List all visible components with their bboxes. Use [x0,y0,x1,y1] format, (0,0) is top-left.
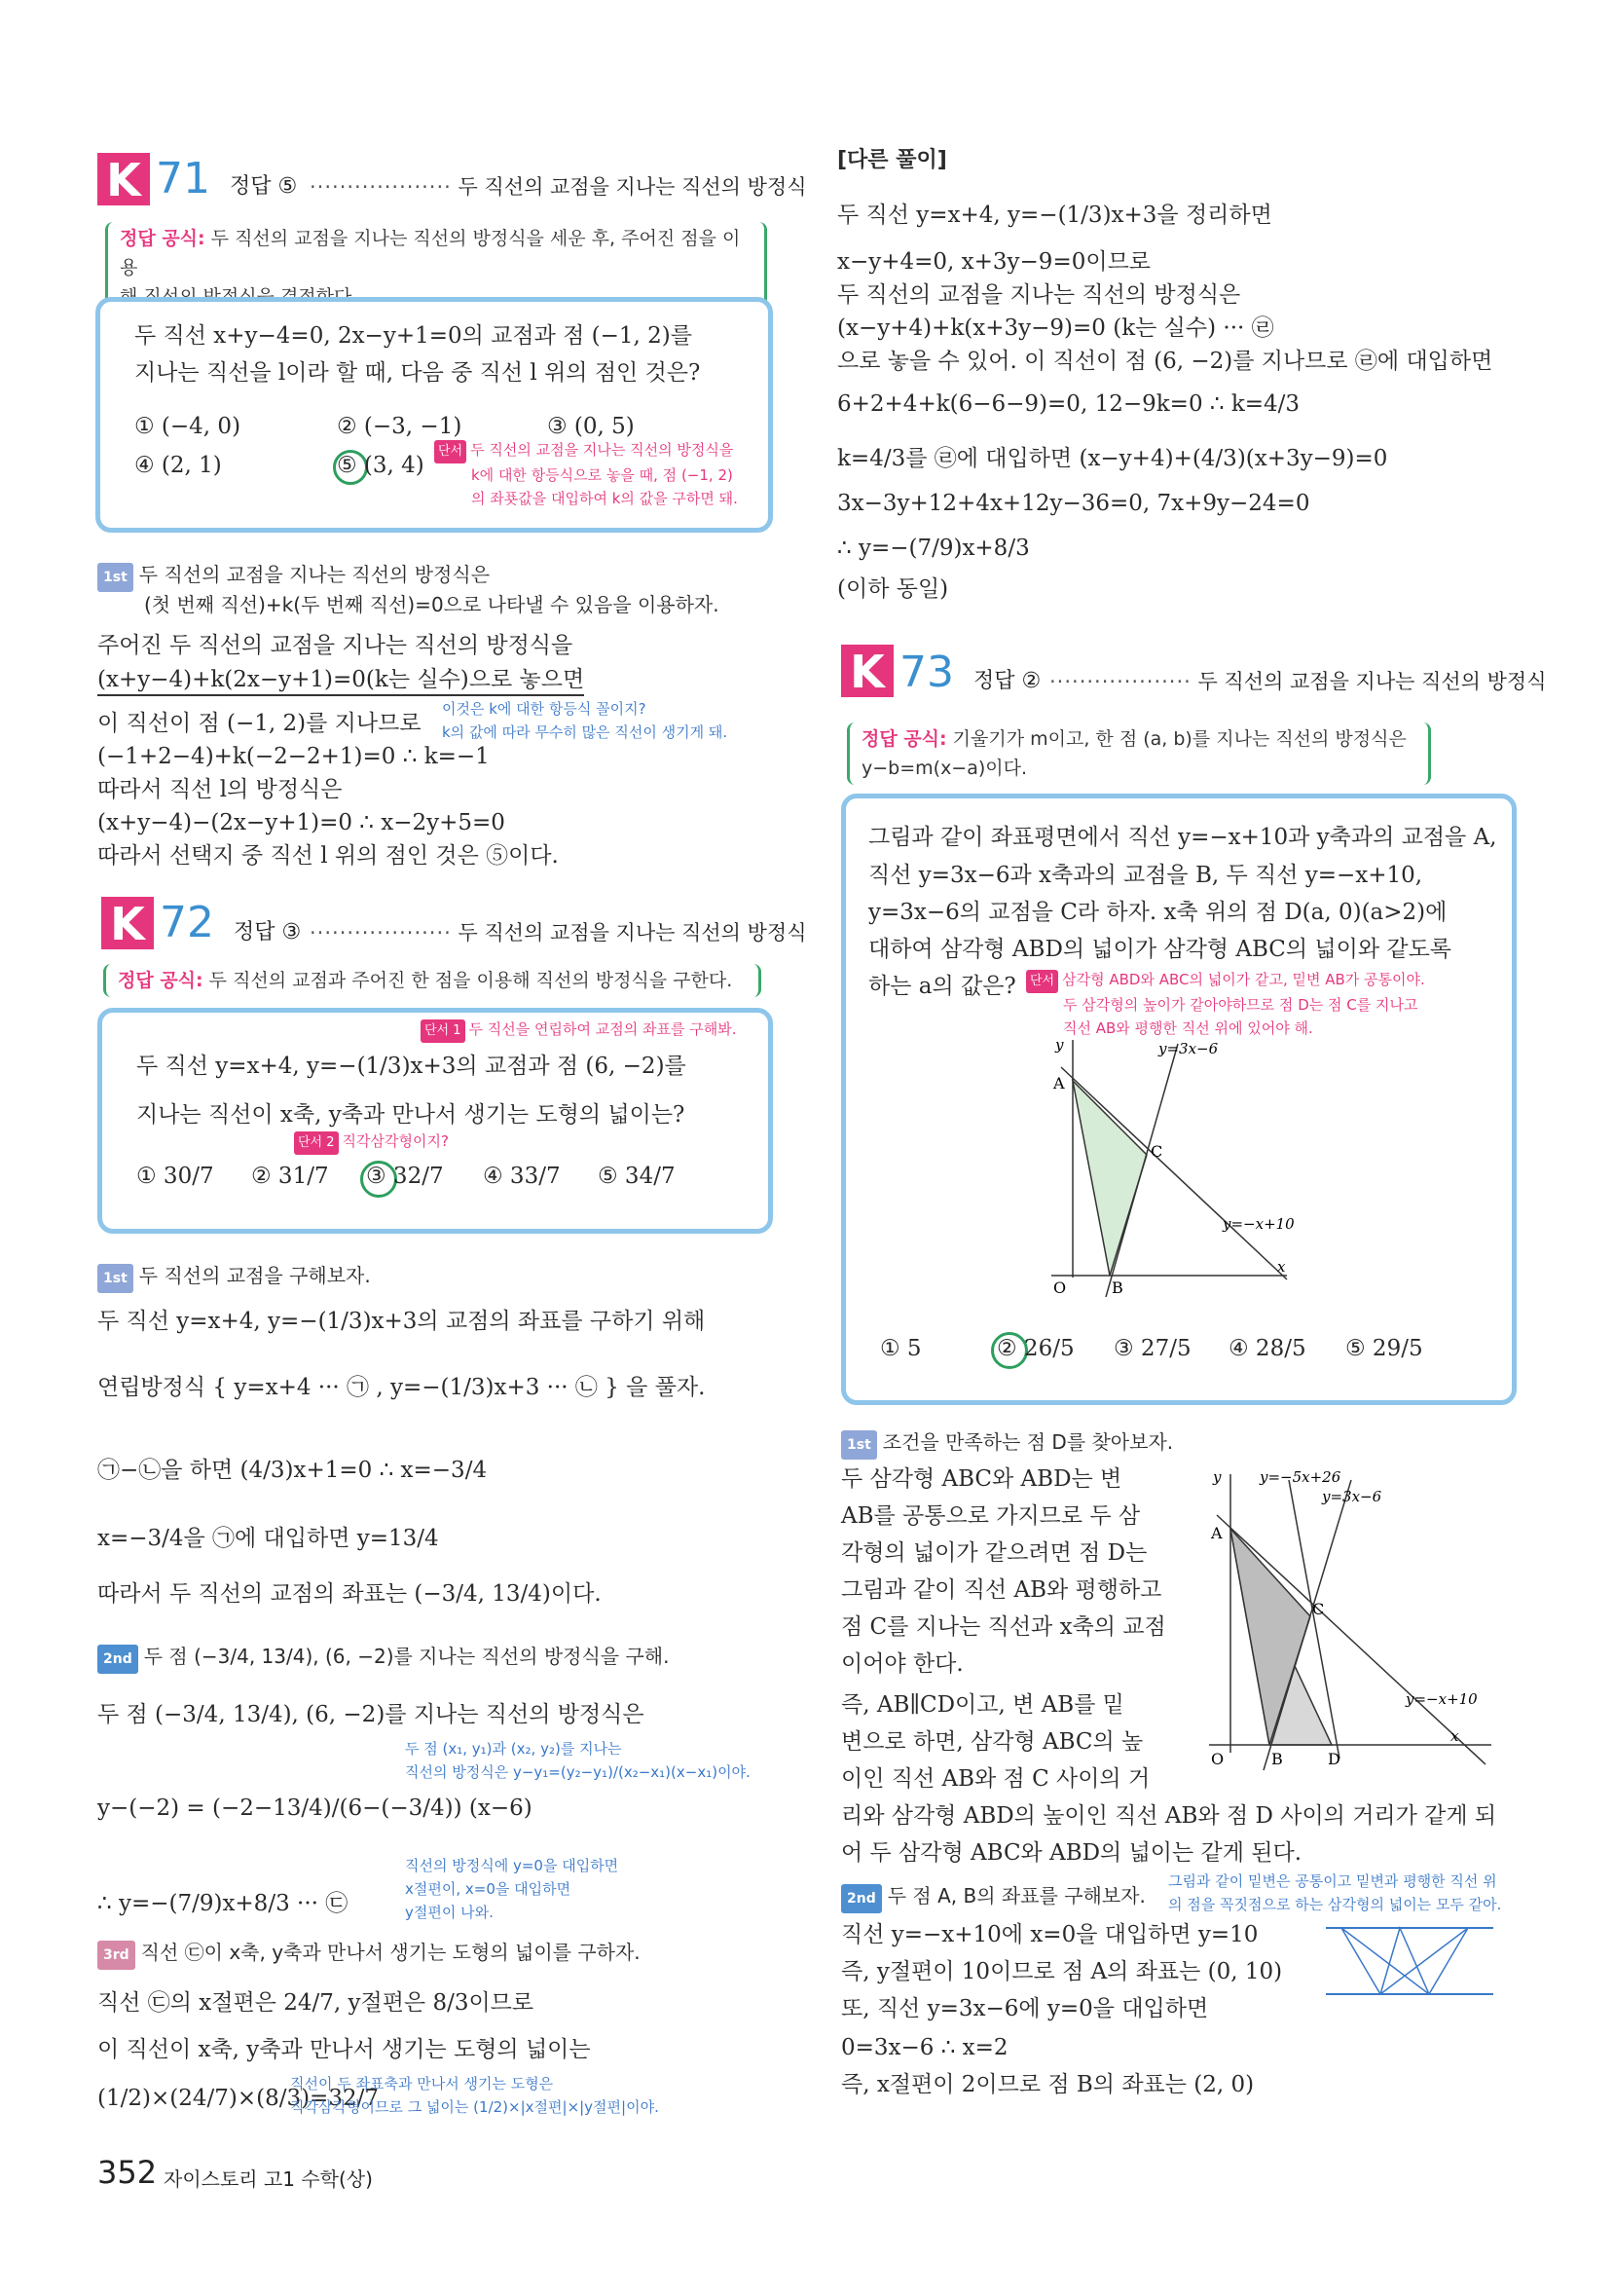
hint1-k72: 단서 1 두 직선을 연립하여 교점의 좌표를 구해봐. [421,1018,736,1043]
alt-line8: 3x−3y+12+4x+12y−36=0, 7x+9y−24=0 [837,491,1310,516]
question-line1-k72: 두 직선 y=x+4, y=−(1/3)x+3의 교점과 점 (6, −2)를 [136,1054,686,1079]
problem-number-k71: 71 [156,154,210,204]
sol-d9-k73: 이인 직선 AB와 점 C 사이의 거 [841,1766,1151,1792]
choice-4-k72[interactable]: ④ 33/7 [483,1164,561,1189]
question-line4-k73: 대하여 삼각형 ABD의 넓이가 삼각형 ABC의 넓이와 같도록 [868,937,1452,962]
sol-d11-k73: 어 두 삼각형 ABC와 ABD의 넓이는 같게 된다. [841,1840,1302,1866]
alt-title: [다른 풀이] [837,148,947,172]
step1-k73: 1st 조건을 만족하는 점 D를 찾아보자. [841,1427,1173,1460]
sol-d8-k73: 변으로 하면, 삼각형 ABC의 높 [841,1729,1144,1755]
choice-5-k73[interactable]: ⑤ 29/5 [1345,1336,1423,1361]
choice-1-k73[interactable]: ① 5 [880,1336,922,1361]
sol-d6-k73: 이어야 한다. [841,1651,964,1677]
question-line1-k71: 두 직선 x+y−4=0, 2x−y+1=0의 교점과 점 (−1, 2)를 [134,323,692,349]
problem-number-k73: 73 [899,648,954,697]
sol-line7-k71: 따라서 선택지 중 직선 l 위의 점인 것은 ⑤이다. [97,843,559,869]
formula-k71: 정답 공식: 두 직선의 교점을 지나는 직선의 방정식을 세운 후, 주어진 점을 이용 [105,222,767,314]
sol-d5-k73: 점 C를 지나는 직선과 x축의 교점 [841,1614,1166,1640]
answer-k71: 정답 ⑤ [230,174,298,199]
label-O: O [1053,1278,1067,1297]
question-line2-k72: 지나는 직선이 x축, y축과 만나서 생기는 도형의 넓이는? [136,1102,685,1128]
sol-e2-k73: 즉, y절편이 10이므로 점 A의 좌표는 (0, 10) [841,1959,1283,1984]
label-line2: y=3x−6 [1322,1488,1382,1505]
choice-3-k73[interactable]: ③ 27/5 [1114,1336,1192,1361]
choice-2-k73[interactable]: ② 26/5 [997,1336,1075,1361]
alt-line6: 6+2+4+k(6−6−9)=0, 12−9k=0 ∴ k=4/3 [837,391,1301,417]
label-O: O [1211,1750,1225,1768]
note-b-k72: 두 점 (x₁, y₁)과 (x₂, y₂)를 지나는 직선의 방정식은 y−y₁=(y₂−y₁)/(x₂−x₁)(x−x₁)이야. [405,1740,751,1781]
topic-k73: ··················· 두 직선의 교점을 지나는 직선의 방정식 [1049,670,1547,693]
label-x: x [1277,1258,1286,1276]
step2-k72: 2nd 두 점 (−3/4, 13/4), (6, −2)를 지나는 직선의 방정식을 구해. [97,1642,669,1674]
sol-a4-k72: x=−3/4을 ㉠에 대입하면 y=13/4 [97,1526,439,1551]
choice-3-k71[interactable]: ③ (0, 5) [547,414,635,439]
question-line1-k73: 그림과 같이 좌표평면에서 직선 y=−x+10과 y축과의 교점을 A, [868,825,1497,850]
sol-d1-k73: 두 삼각형 ABC와 ABD는 변 [841,1466,1122,1492]
alt-line9: ∴ y=−(7/9)x+8/3 [837,536,1030,561]
label-A: A [1211,1524,1223,1542]
question-line5-k73: 하는 a의 값은? [868,974,1016,999]
choice-1-k72[interactable]: ① 30/7 [136,1164,214,1189]
sol-d2-k73: AB를 공통으로 가지므로 두 삼 [841,1503,1141,1529]
question-line2-k71: 지나는 직선을 l이라 할 때, 다음 중 직선 l 위의 점인 것은? [134,360,701,386]
choice-2-k72[interactable]: ② 31/7 [251,1164,329,1189]
step1b-k71: (첫 번째 직선)+k(두 번째 직선)=0으로 나타낼 수 있음을 이용하자. [144,593,719,616]
sol-e1-k73: 직선 y=−x+10에 x=0을 대입하면 y=10 [841,1922,1259,1947]
problem-badge-k71: K [97,153,150,205]
choice-2-k71[interactable]: ② (−3, −1) [337,414,462,439]
choice-1-k71[interactable]: ① (−4, 0) [134,414,241,439]
sol-a1-k72: 두 직선 y=x+4, y=−(1/3)x+3의 교점의 좌표를 구하기 위해 [97,1309,706,1334]
formula-k72: 정답 공식: 두 직선의 교점과 주어진 한 점을 이용해 직선의 방정식을 구한다. [103,964,761,997]
sol-a3-k72: ㉠−㉡을 하면 (4/3)x+1=0 ∴ x=−3/4 [97,1458,488,1483]
question-line3-k73: y=3x−6의 교점을 C라 하자. x축 위의 점 D(a, 0)(a>2)에 [868,900,1448,925]
sol-d3-k73: 각형의 넓이가 같으려면 점 D는 [841,1540,1148,1566]
topic-k71: ··················· 두 직선의 교점을 지나는 직선의 방정식 [310,175,807,199]
sol-e4-k73: 0=3x−6 ∴ x=2 [841,2035,1009,2060]
sol-b3-k72: ∴ y=−(7/9)x+8/3 ··· ㉢ [97,1891,348,1916]
sol-c3-k72: (1/2)×(24/7)×(8/3)=32/7 [97,2086,379,2111]
sol-b2-k72: y−(−2) = (−2−13/4)/(6−(−3/4)) (x−6) [97,1796,532,1821]
triangle-abc [1073,1081,1147,1276]
sol-c1-k72: 직선 ㉢의 x절편은 24/7, y절편은 8/3이므로 [97,1990,534,2016]
problem-badge-k73: K [841,645,894,697]
note-b2-k72: 직선의 방정식에 y=0을 대입하면 x절편이, x=0을 대입하면 y절편이 나와. [405,1857,619,1921]
sol-line1-k71: 주어진 두 직선의 교점을 지나는 직선의 방정식을 [97,633,573,658]
alt-line1: 두 직선 y=x+4, y=−(1/3)x+3을 정리하면 [837,203,1272,228]
label-C: C [1151,1142,1163,1161]
step2-k73: 2nd 두 점 A, B의 좌표를 구해보자. [841,1881,1146,1913]
page-number: 352 [97,2154,158,2191]
note-k73: 그림과 같이 밑변은 공통이고 밑변과 평행한 직선 위 의 점을 꼭짓점으로 하는 삼각형의 넓이는 모두 같아. [1168,1872,1502,1913]
parallel-triangles-figure [1322,1922,1497,2000]
alt-line10: (이하 동일) [837,576,949,602]
label-x: x [1450,1727,1459,1745]
alt-line4: (x−y+4)+k(x+3y−9)=0 (k는 실수) ··· ㉣ [837,315,1274,341]
alt-line3: 두 직선의 교점을 지나는 직선의 방정식은 [837,282,1241,308]
choice-4-k71[interactable]: ④ (2, 1) [134,453,222,478]
note-k71: 이것은 k에 대한 항등식 꼴이지? k의 값에 따라 무수히 많은 직선이 생기게 돼. [442,700,728,741]
label-line3: y=−x+10 [1406,1690,1478,1708]
question-line2-k73: 직선 y=3x−6과 x축과의 교점을 B, 두 직선 y=−x+10, [868,863,1423,888]
sol-d4-k73: 그림과 같이 직선 AB와 평행하고 [841,1577,1162,1603]
label-line2: y=−x+10 [1223,1215,1295,1233]
sol-a2-k72: 연립방정식 { y=x+4 ··· ㉠ , y=−(1/3)x+3 ··· ㉡ } 을 풀자. [97,1375,706,1400]
choice-3-k72[interactable]: ③ 32/7 [366,1164,444,1189]
answer-k73: 정답 ② [973,669,1042,693]
label-line1: y=−5x+26 [1260,1468,1341,1486]
alt-line2: x−y+4=0, x+3y−9=0이므로 [837,249,1152,275]
choice-5-k71[interactable]: ⑤ (3, 4) [337,453,424,478]
sol-e5-k73: 즉, x절편이 2이므로 점 B의 좌표는 (2, 0) [841,2072,1255,2097]
step1-k72: 1st 두 직선의 교점을 구해보자. [97,1261,371,1293]
sol-c2-k72: 이 직선이 x축, y축과 만나서 생기는 도형의 넓이는 [97,2037,591,2062]
sol-a5-k72: 따라서 두 직선의 교점의 좌표는 (−3/4, 13/4)이다. [97,1581,602,1607]
choice-5-k72[interactable]: ⑤ 34/7 [598,1164,676,1189]
hint-k73: 단서 삼각형 ABD와 ABC의 넓이가 같고, 밑변 AB가 공통이야. 두 삼각형의 높이가 같아야하므로 점 D는 점 C를 지나고 직선 AB와 평행한 직선 위에 있어야 해. [1026,968,1425,1040]
note-c-k72: 직선이 두 좌표축과 만나서 생기는 도형은 직각삼각형이므로 그 넓이는 (1/2)×|x절편|×|y절편|이야. [290,2075,659,2116]
sol-line6-k71: (x+y−4)−(2x−y+1)=0 ∴ x−2y+5=0 [97,810,505,835]
graph-k73-question [1032,1034,1314,1297]
sol-e3-k73: 또, 직선 y=3x−6에 y=0을 대입하면 [841,1996,1209,2021]
step3-k72: 3rd 직선 ㉢이 x축, y축과 만나서 생기는 도형의 넓이를 구하자. [97,1938,641,1970]
step1-k71: 1st 두 직선의 교점을 지나는 직선의 방정식은 [97,560,490,592]
hint-k71: 단서 두 직선의 교점을 지나는 직선의 방정식을 k에 대한 항등식으로 놓을 때, 점 (−1, 2) 의 좌푯값을 대입하여 k의 값을 구하면 돼. [434,438,738,510]
formula-k73: 정답 공식: 기울기가 m이고, 한 점 (a, b)를 지나는 직선의 방정식은 y−b=m(x−a)이다. [847,722,1431,785]
hint2-k72: 단서 2 직각삼각형이지? [294,1129,449,1155]
label-C: C [1312,1600,1325,1618]
choice-4-k73[interactable]: ④ 28/5 [1229,1336,1306,1361]
graph-k73-solution [1193,1461,1515,1772]
topic-k72: ··················· 두 직선의 교점을 지나는 직선의 방정식 [310,921,807,944]
sol-line4-k71: (−1+2−4)+k(−2−2+1)=0 ∴ k=−1 [97,744,490,769]
book-title: 자이스토리 고1 수학(상) [164,2167,373,2191]
label-A: A [1053,1074,1065,1092]
problem-badge-k72: K [101,897,154,949]
label-y: y [1213,1468,1222,1486]
sol-d10-k73: 리와 삼각형 ABD의 높이인 직선 AB와 점 D 사이의 거리가 같게 되 [841,1803,1497,1829]
sol-b1-k72: 두 점 (−3/4, 13/4), (6, −2)를 지나는 직선의 방정식은 [97,1702,644,1727]
alt-line7: k=4/3를 ㉣에 대입하면 (x−y+4)+(4/3)(x+3y−9)=0 [837,446,1388,471]
answer-k72: 정답 ③ [234,920,302,944]
label-line1: y=3x−6 [1158,1040,1219,1057]
label-D: D [1328,1750,1340,1768]
sol-line3-k71: 이 직선이 점 (−1, 2)를 지나므로 [97,711,422,736]
sol-d7-k73: 즉, AB∥CD이고, 변 AB를 밑 [841,1692,1124,1718]
sol-line5-k71: 따라서 직선 l의 방정식은 [97,777,343,802]
sol-line2-k71: (x+y−4)+k(2x−y+1)=0(k는 실수)으로 놓으면 [97,665,584,696]
problem-number-k72: 72 [160,898,214,947]
label-B: B [1271,1750,1283,1768]
label-B: B [1112,1278,1123,1297]
alt-line5: 으로 놓을 수 있어. 이 직선이 점 (6, −2)를 지나므로 ㉣에 대입하면 [837,349,1493,374]
label-y: y [1055,1036,1064,1054]
